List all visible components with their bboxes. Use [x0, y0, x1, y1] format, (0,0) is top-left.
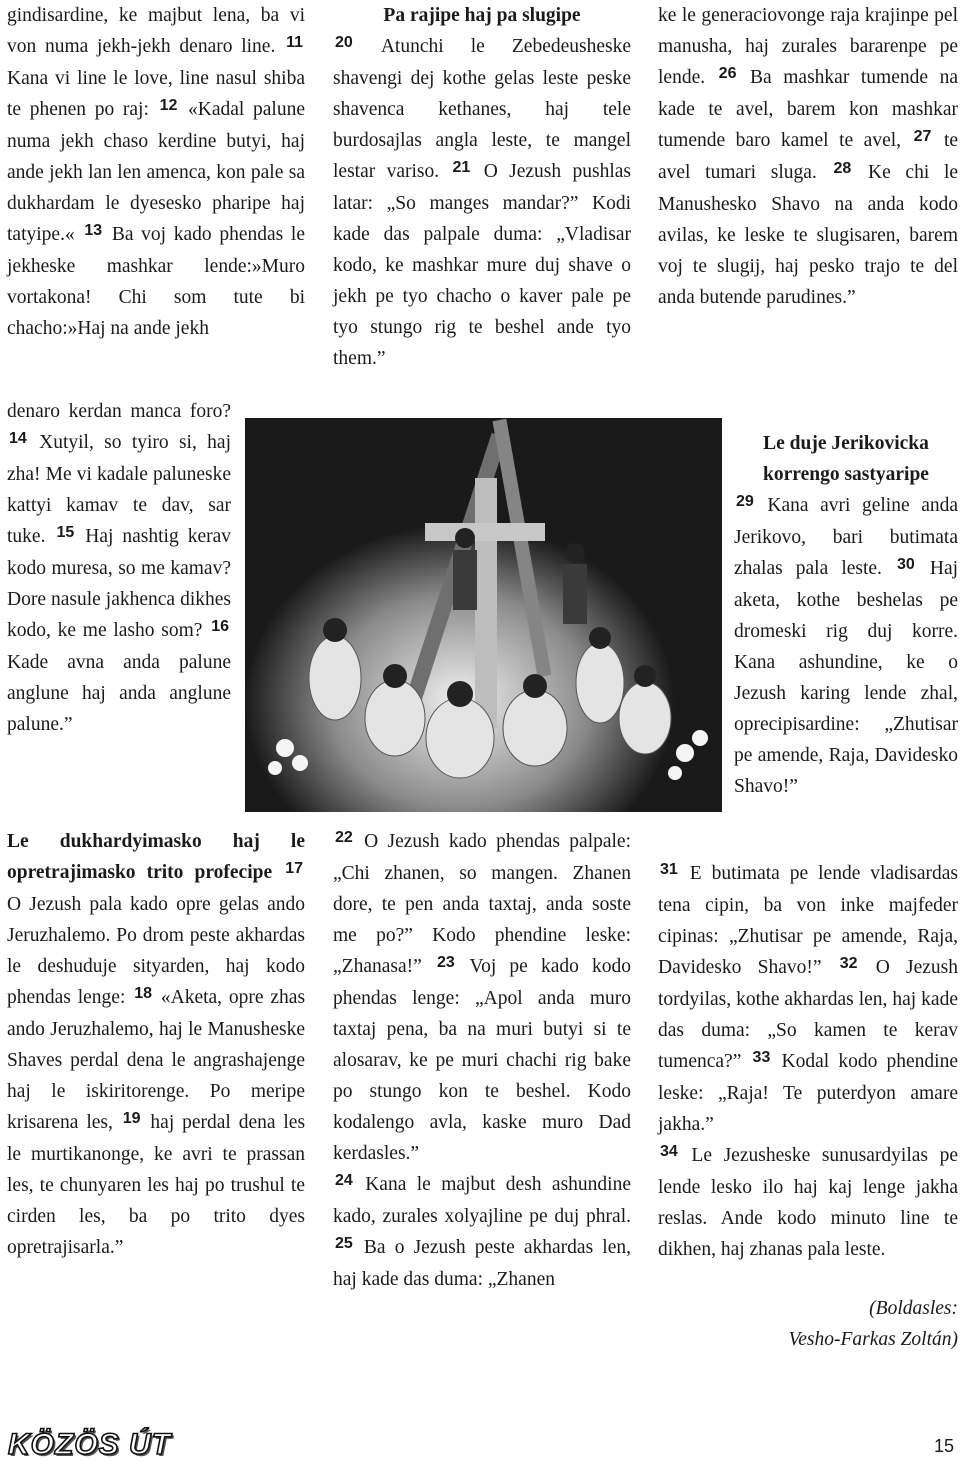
verse-number: 32: [839, 955, 858, 972]
verse-number: 22: [335, 829, 353, 846]
verse-number: 19: [122, 1110, 141, 1127]
text-span: Kana vi line le love, line nasul shiba te phenen po raj:: [7, 68, 305, 120]
text-span: Haj nashtig kerav kodo muresa, so me kamav? Dore nasule jakhenca dikhes kodo, ke me lasho som?: [7, 526, 232, 641]
text-span: Le Jezusheske sunusardyilas pe lende lesko ilo haj kaj lenge jakha reslas. Ande kodo minuto line te dikhen, haj zhanas pala leste.: [658, 1145, 958, 1260]
verse-number: 16: [211, 618, 230, 635]
column-2-bottom: [333, 826, 631, 1295]
photo-illustration: [245, 418, 722, 812]
text-span: denaro kerdan manca foro?: [7, 401, 231, 422]
verse-number: 20: [335, 34, 353, 51]
verse-number: 34: [660, 1143, 678, 1160]
verse-number: 18: [134, 985, 153, 1002]
paragraph: [333, 1169, 631, 1295]
verse-number: 11: [286, 34, 304, 51]
paragraph: [658, 858, 958, 1140]
text-span: Xutyil, so tyiro si, haj zha! Me vi kadale paluneske kattyi kamav te dav, sar tuke.: [7, 432, 231, 547]
paragraph: [7, 396, 231, 740]
text-span: Ba o Jezush peste akhardas len, haj kade das duma: „Zhanen: [333, 1237, 631, 1290]
section-heading: Le duje Jerikovicka korrengo sastyaripe: [763, 433, 929, 485]
section-heading: Pa rajipe haj pa slugipe: [383, 5, 581, 26]
signature-line-2: Vesho-Farkas Zoltán): [788, 1329, 958, 1350]
paragraph: [658, 1140, 958, 1265]
verse-number: 23: [436, 954, 455, 971]
verse-number: 15: [56, 524, 75, 541]
text-span: «Aketa, opre zhas ando Jeruzhalemo, haj le Manusheske Shaves perdal dena le angrashajenge haj le iskiritorenge. Po meripe krisarena les,: [7, 987, 306, 1133]
page-number: 15: [933, 1436, 954, 1456]
verse-number: 21: [452, 159, 471, 176]
column-1-mid: [7, 396, 231, 740]
verse-number: 30: [897, 556, 915, 573]
verse-number: 17: [285, 860, 303, 877]
verse-number: 31: [660, 861, 678, 878]
text-span: Ba voj kado phendas le jekheske mashkar lende:»Muro vortakona! Chi som tute bi chacho:»Haj na ande jekh: [7, 224, 305, 339]
magazine-logo: KÖZÖS ÚT: [8, 1428, 171, 1461]
verse-number: 25: [335, 1235, 353, 1252]
verse-number: 33: [752, 1049, 771, 1066]
text-span: O Jezush pushlas latar: „So manges mandar?” Kodi kade das palpale duma: „Vladisar kodo, ke mashkar mure duj shave o jekh pe tyo chacho o kaver pale pe tyo stungo rig te beshel ande tyo them.”: [333, 161, 632, 369]
column-2-top: [333, 0, 631, 374]
text-span: haj perdal dena les le murtikanonge, ke avri te prassan les, te chunyaren les haj po trushul te cirden les, ba po trito dyes opretrajisarla.”: [7, 1112, 306, 1258]
text-span: O Jezush pala kado opre gelas ando Jeruzhalemo. Po drom peste akhardas le deshuduje sityarden, haj kodo phendas lenge:: [7, 894, 305, 1008]
verse-number: 13: [84, 222, 103, 239]
text-span: Ke chi le Manushesko Shavo na anda kodo avilas, ke leske te slugisaren, barem voj te slugij, haj pesko trajo te del anda butende parudines.”: [658, 162, 959, 308]
column-3-mid: [734, 428, 958, 802]
paragraph: [7, 826, 305, 1263]
column-1-top: [7, 0, 305, 344]
text-span: Kana avri geline anda Jerikovo, bari butimata zhalas pala leste.: [734, 495, 959, 579]
text-span: O Jezush kado phendas palpale: „Chi zhanen, so mangen. Zhanen dore, te pen anda taxtaj, anda soste me po?” Kodo phendine leske: „Zhanasa!”: [333, 831, 632, 977]
paragraph: [658, 0, 958, 313]
verse-number: 26: [718, 65, 737, 82]
text-span: te avel tumari sluga.: [658, 130, 959, 183]
text-span: O Jezush tordyilas, kothe akhardas len, haj kade das duma: „So kamen te kerav tumenca?”: [658, 957, 958, 1072]
signature-line-1: (Boldasles:: [869, 1298, 958, 1319]
verse-number: 28: [833, 160, 852, 177]
text-span: Haj aketa, kothe beshelas pe dromeski rig duj korre. Kana ashundine, ke o Jezush karing lende zhal, oprecipisardine: „Zhutisar pe amende, Raja, Davidesko Shavo!”: [734, 558, 959, 797]
text-span: Kana le majbut desh ashundine kado, zurales xolyajline pe duj phral.: [333, 1174, 631, 1227]
column-3-bottom: [658, 858, 958, 1355]
text-span: Ba mashkar tumende na kade te avel, barem kon mashkar tumende baro kamel te avel,: [658, 67, 958, 151]
paragraph: [734, 490, 958, 802]
verse-number: 24: [335, 1172, 353, 1189]
text-span: Voj pe kado kodo phendas lenge: „Apol anda muro taxtaj pena, ba na muri butyi si te alosarav, ke pe muri chachi rig bake po stungo kon te beshel. Kodo kodalengo avla, kaske muro Dad kerdasles.”: [333, 956, 632, 1164]
text-span: ke le generaciovonge raja krajinpe pel manusha, haj zurales bararenpe pe lende.: [658, 5, 958, 88]
section-heading: Le dukhardyimasko haj le opretrajimasko trito profecipe: [7, 831, 305, 883]
verse-number: 29: [736, 493, 754, 510]
text-span: Kade avna anda palune anglune haj anda anglune palune.”: [7, 652, 231, 735]
paragraph: [333, 826, 631, 1169]
text-span: Atunchi le Zebedeusheske shavengi dej kothe gelas leste peske shavenca kethanes, haj tele burdosajlas angla leste, te mangel lestar variso.: [333, 36, 631, 182]
text-span: E butimata pe lende vladisardas tena cipin, ba von inke majfeder cipinas: „Zhutisar pe amende, Raja, Davidesko Shavo!”: [658, 863, 959, 978]
text-span: Kodal kodo phendine leske: „Raja! Te puterdyon amare jakha.”: [658, 1051, 958, 1135]
verse-number: 12: [159, 97, 178, 114]
cross-scene-photo: [245, 418, 722, 812]
paragraph: [7, 0, 305, 344]
verse-number: 14: [9, 430, 27, 447]
column-3-top: [658, 0, 958, 313]
text-span: «Kadal palune numa jekh chaso kerdine butyi, haj ande jekh lan len amenca, kon pale sa dukhardam le dyesesko pharipe haj tatyipe.«: [7, 99, 305, 245]
verse-number: 27: [913, 128, 932, 145]
column-1-bottom: [7, 826, 305, 1263]
text-span: gindisardine, ke majbut lena, ba vi von numa jekh-jekh denaro line.: [7, 5, 305, 57]
paragraph: [333, 31, 631, 374]
